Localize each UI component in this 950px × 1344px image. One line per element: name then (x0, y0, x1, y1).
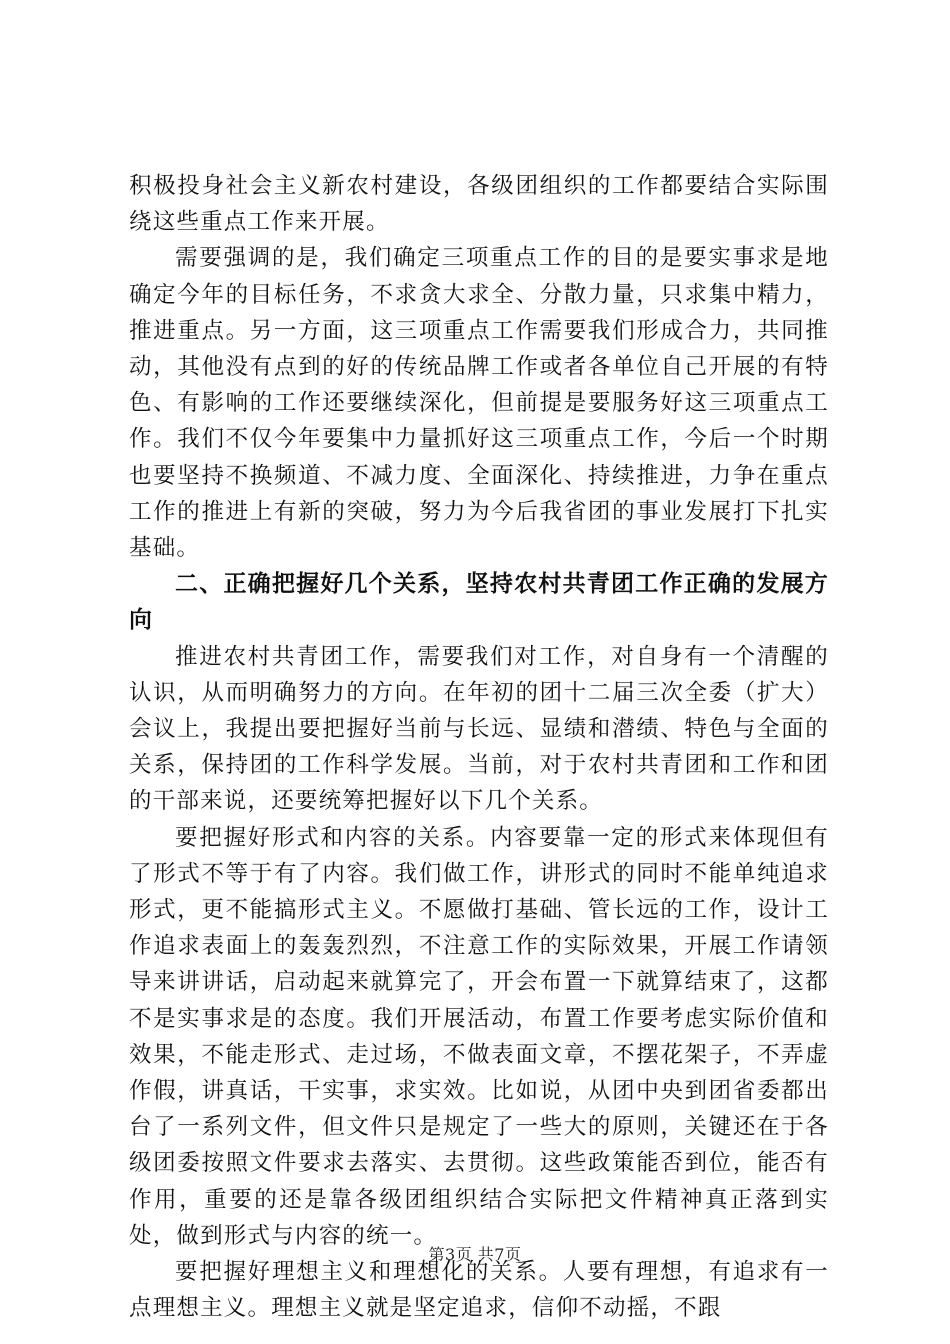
body-paragraph: 要把握好形式和内容的关系。内容要靠一定的形式来体现但有了形式不等于有了内容。我们做工作，讲形式的同时不能单纯追求形式，更不能搞形式主义。不愿做打基础、管长远的工作，设计工作追求表面上的轰轰烈烈，不注意工作的实际效果，开展工作请领导来讲讲话，启动起来就算完了，开会布置一下就算结束了，这都不是实事求是的态度。我们开展活动，布置工作要考虑实际价值和效果，不能走形式、走过场，不做表面文章，不摆花架子，不弄虚作假，讲真话，干实事，求实效。比如说，从团中央到团省委都出台了一系列文件，但文件只是规定了一些大的原则，关键还在于各级团委按照文件要求去落实、去贯彻。这些政策能否到位，能否有作用，重要的还是靠各级团组织结合实际把文件精神真正落到实处，做到形式与内容的统一。 (129, 824, 829, 1249)
document-body (129, 168, 829, 1327)
body-paragraph: 要把握好理想主义和理想化的关系。人要有理想，有追求有一点理想主义。理想主义就是坚定追求，信仰不动摇，不跟 (129, 1259, 829, 1322)
section-heading: 二、正确把握好几个关系，坚持农村共青团工作正确的发展方向 (129, 571, 829, 634)
body-paragraph: 积极投身社会主义新农村建设，各级团组织的工作都要结合实际围绕这些重点工作来开展。 (129, 173, 829, 236)
body-paragraph: 推进农村共青团工作，需要我们对工作，对自身有一个清醒的认识，从而明确努力的方向。在年初的团十二届三次全委（扩大）会议上，我提出要把握好当前与长远、显绩和潜绩、特色与全面的关系，保持团的工作科学发展。当前，对于农村共青团和工作和团的干部来说，还要统筹把握好以下几个关系。 (129, 643, 829, 815)
body-paragraph: 需要强调的是，我们确定三项重点工作的目的是要实事求是地确定今年的目标任务，不求贪大求全、分散力量，只求集中精力，推进重点。另一方面，这三项重点工作需要我们形成合力，共同推动，其他没有点到的好的传统品牌工作或者各单位自己开展的有特色、有影响的工作还要继续深化，但前提是要服务好这三项重点工作。我们不仅今年要集中力量抓好这三项重点工作，今后一个时期也要坚持不换频道、不减力度、全面深化、持续推进，力争在重点工作的推进上有新的突破，努力为今后我省团的事业发展打下扎实基础。 (129, 245, 829, 562)
page-footer: 第3页 共7页 (428, 1245, 522, 1264)
